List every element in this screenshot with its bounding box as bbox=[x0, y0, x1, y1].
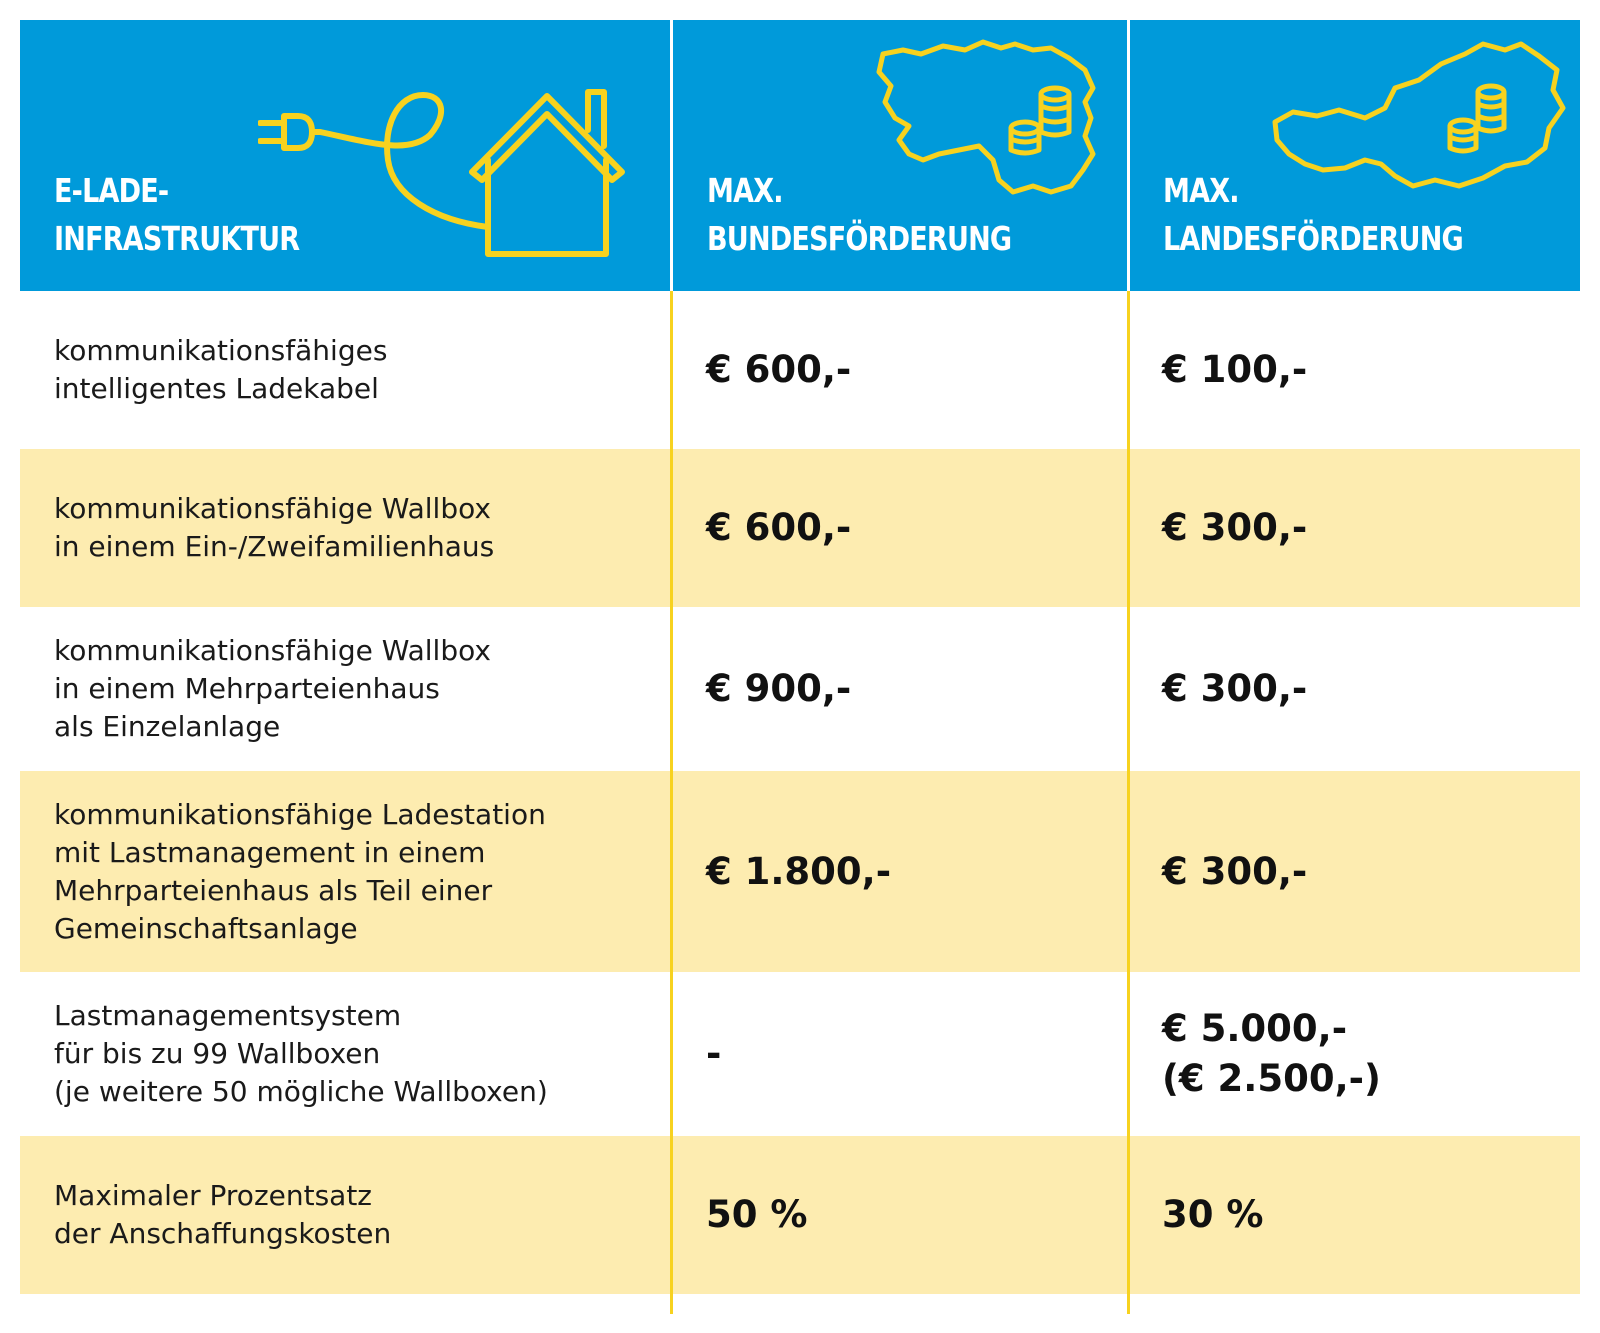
header-line-1: MAX. bbox=[707, 171, 783, 210]
table-row bbox=[20, 1136, 1580, 1294]
header-title-infrastructure bbox=[54, 167, 299, 263]
row-description: Maximaler Prozentsatz der Anschaffungskosten bbox=[54, 1179, 392, 1250]
row-bund-cell bbox=[706, 1136, 1106, 1294]
row-bund-value: € 600,- bbox=[706, 348, 852, 391]
table-row bbox=[20, 291, 1580, 449]
row-bund-cell bbox=[706, 771, 1106, 972]
row-bund-value: € 1.800,- bbox=[706, 849, 892, 893]
row-description-cell bbox=[54, 291, 654, 449]
row-land-cell bbox=[1162, 1136, 1562, 1294]
table-row bbox=[20, 972, 1580, 1136]
row-bund-value: € 600,- bbox=[706, 506, 852, 549]
row-description-cell bbox=[54, 771, 654, 972]
header-cell-bund bbox=[673, 20, 1127, 291]
row-bund-cell bbox=[706, 607, 1106, 771]
row-land-value: € 300,- bbox=[1162, 849, 1308, 893]
header-line-1: E-LADE- bbox=[54, 171, 169, 210]
row-land-value: € 5.000,- (€ 2.500,-) bbox=[1162, 1007, 1381, 1100]
row-land-cell bbox=[1162, 607, 1562, 771]
table-row bbox=[20, 607, 1580, 771]
row-land-value: € 300,- bbox=[1162, 506, 1308, 549]
header-line-2: INFRASTRUKTUR bbox=[54, 219, 300, 258]
row-land-value: € 100,- bbox=[1162, 348, 1308, 391]
row-land-value: 30 % bbox=[1162, 1193, 1264, 1236]
header-line-1: MAX. bbox=[1163, 171, 1239, 210]
row-bund-cell bbox=[706, 972, 1106, 1136]
row-description: kommunikationsfähige Ladestation mit Lastmanagement in einem Mehrparteienhaus als Teil einer Gemeinschaftsanlage bbox=[54, 797, 546, 945]
table-row bbox=[20, 771, 1580, 972]
row-land-value: € 300,- bbox=[1162, 667, 1308, 710]
row-bund-value: € 900,- bbox=[706, 667, 852, 710]
row-description-cell bbox=[54, 972, 654, 1136]
row-bund-value: 50 % bbox=[706, 1193, 808, 1236]
row-description-cell bbox=[54, 1136, 654, 1294]
table-header bbox=[20, 20, 1580, 291]
row-land-cell bbox=[1162, 771, 1562, 972]
row-description-cell bbox=[54, 607, 654, 771]
header-title-bund bbox=[707, 167, 1011, 263]
header-cell-infrastructure bbox=[20, 20, 670, 291]
table-row bbox=[20, 449, 1580, 607]
header-line-2: LANDESFÖRDERUNG bbox=[1163, 219, 1463, 258]
row-description: kommunikationsfähige Wallbox in einem Mehrparteienhaus als Einzelanlage bbox=[54, 634, 491, 743]
row-description: kommunikationsfähige Wallbox in einem Ein-/Zweifamilienhaus bbox=[54, 492, 495, 563]
house-with-plug-icon bbox=[258, 80, 638, 260]
row-land-cell bbox=[1162, 291, 1562, 449]
row-description: kommunikationsfähiges intelligentes Ladekabel bbox=[54, 334, 388, 405]
column-divider bbox=[670, 291, 673, 1314]
header-title-land bbox=[1163, 167, 1463, 263]
row-land-cell bbox=[1162, 449, 1562, 607]
row-bund-value: - bbox=[706, 1032, 722, 1075]
row-description-cell bbox=[54, 449, 654, 607]
header-cell-land bbox=[1129, 20, 1580, 291]
row-description: Lastmanagementsystem für bis zu 99 Wallboxen (je weitere 50 mögliche Wallboxen) bbox=[54, 999, 548, 1108]
column-divider bbox=[1127, 291, 1130, 1314]
header-line-2: BUNDESFÖRDERUNG bbox=[707, 219, 1012, 258]
row-land-cell bbox=[1162, 972, 1562, 1136]
row-bund-cell bbox=[706, 449, 1106, 607]
row-bund-cell bbox=[706, 291, 1106, 449]
funding-table bbox=[20, 20, 1580, 1314]
